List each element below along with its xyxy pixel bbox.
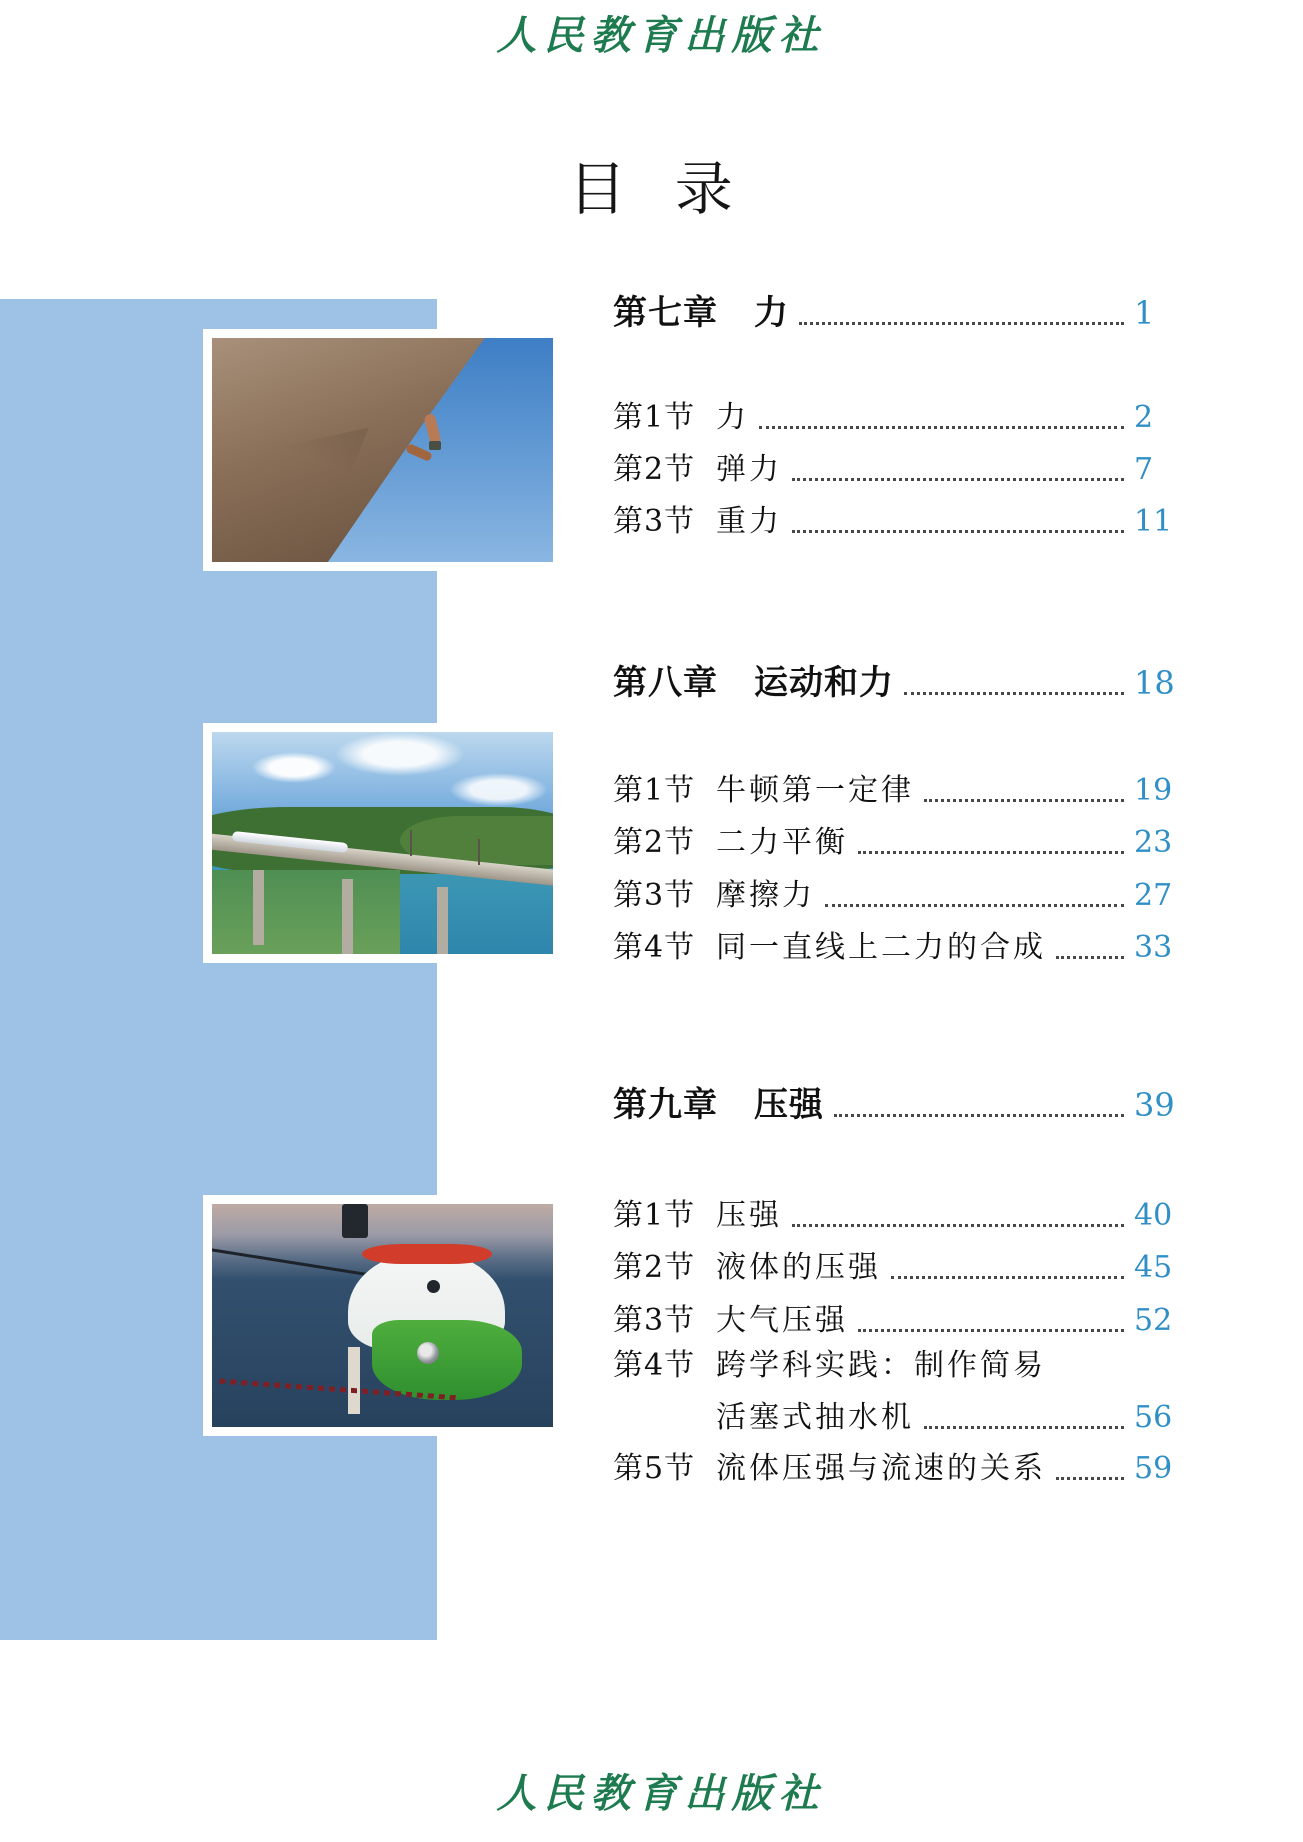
bridge-pier [253,870,264,945]
mooring-post [348,1347,360,1414]
toc-section-row [613,1197,1180,1235]
dotted-leader [858,851,1124,854]
toc-section-row [613,1302,1180,1340]
toc-section-row [613,772,1180,810]
toc-section-row [613,929,1180,967]
dotted-leader [799,322,1124,325]
dotted-leader [858,1329,1124,1332]
section-title: 同一直线上二力的合成 [716,930,1046,965]
page-number: 33 [1134,930,1173,965]
toc-chapter-9-heading [613,1084,1180,1126]
catenary-mast [478,839,480,865]
section-label: 第4节 [613,930,696,965]
toc-section-row-line1 [613,1347,1180,1385]
section-title: 力 [716,400,749,435]
page-number: 7 [1134,452,1154,487]
dotted-leader [825,904,1124,907]
dotted-leader [834,1114,1124,1117]
toc-section-row [613,877,1180,915]
photo-frame-submersible [203,1195,562,1436]
photo-frame-train-bridge [203,723,562,963]
photo-high-speed-train-on-bridge [212,732,553,954]
page-number: 52 [1134,1303,1173,1338]
submersible-green-skirt [372,1320,522,1400]
section-label: 第3节 [613,1303,696,1338]
page-number: 23 [1134,825,1173,860]
dotted-leader [759,426,1124,429]
chapter-title: 压强 [754,1085,824,1125]
page-number: 56 [1134,1400,1173,1435]
photo-rock-climbing [212,338,553,562]
page-number: 45 [1134,1250,1173,1285]
submersible-red-stripe [362,1244,492,1264]
toc-section-row [613,503,1180,541]
page-number: 40 [1134,1198,1173,1233]
section-title: 流体压强与流速的关系 [716,1451,1046,1486]
publisher-logo-bottom: 人民教育出版社 [496,1770,826,1817]
section-title: 重力 [716,504,782,539]
dotted-leader [1056,1477,1124,1480]
page-number: 19 [1134,773,1173,808]
dotted-leader [792,478,1124,481]
section-title: 大气压强 [716,1303,848,1338]
page-title: 目 录 [568,155,735,223]
dotted-leader [924,1426,1124,1429]
lake-water [212,870,400,954]
page-number: 39 [1134,1086,1175,1124]
section-label: 第3节 [613,878,696,913]
page-number: 11 [1134,504,1173,539]
toc-section-row [613,1450,1180,1488]
section-label: 第2节 [613,452,696,487]
page-number: 59 [1134,1451,1173,1486]
climber-figure-shorts [429,441,441,450]
chapter-title: 运动和力 [754,663,894,703]
section-label: 第1节 [613,400,696,435]
chapter-label: 第七章 [613,293,718,333]
section-label: 第5节 [613,1451,696,1486]
section-title: 二力平衡 [716,825,848,860]
page-number: 18 [1134,664,1175,702]
crane-hook [342,1204,368,1238]
section-label: 第2节 [613,825,696,860]
section-label: 第1节 [613,1198,696,1233]
dotted-leader [891,1276,1124,1279]
section-title: 液体的压强 [716,1250,881,1285]
publisher-logo-top: 人民教育出版社 [496,12,826,59]
bridge-pier [342,879,353,954]
page-number: 27 [1134,878,1173,913]
section-title: 牛顿第一定律 [716,773,914,808]
section-label: 第4节 [613,1348,696,1383]
dotted-leader [904,692,1124,695]
dotted-leader [792,530,1124,533]
toc-section-row [613,451,1180,489]
chapter-title: 力 [754,293,789,333]
toc-section-row-line2 [613,1399,1180,1437]
section-title-continued: 活塞式抽水机 [716,1400,914,1435]
section-label: 第3节 [613,504,696,539]
section-label: 第2节 [613,1250,696,1285]
chapter-label: 第八章 [613,663,718,703]
toc-chapter-7-heading [613,292,1180,334]
toc-section-row [613,824,1180,862]
page-number: 2 [1134,400,1154,435]
section-title: 弹力 [716,452,782,487]
toc-section-row [613,1249,1180,1287]
bridge-pier [437,887,448,954]
dotted-leader [792,1224,1124,1227]
section-title: 压强 [716,1198,782,1233]
toc-chapter-8-heading [613,662,1180,704]
page-number: 1 [1134,294,1155,332]
section-label: 第1节 [613,773,696,808]
submersible-thruster [417,1342,439,1364]
chapter-label: 第九章 [613,1085,718,1125]
dotted-leader [1056,956,1124,959]
catenary-mast [410,830,412,856]
section-title: 跨学科实践：制作简易 [716,1348,1046,1383]
submersible-porthole [427,1280,440,1293]
dotted-leader [924,799,1124,802]
photo-deep-sea-submersible [212,1204,553,1427]
toc-section-row [613,399,1180,437]
section-title: 摩擦力 [716,878,815,913]
photo-frame-rock-climbing [203,329,562,571]
